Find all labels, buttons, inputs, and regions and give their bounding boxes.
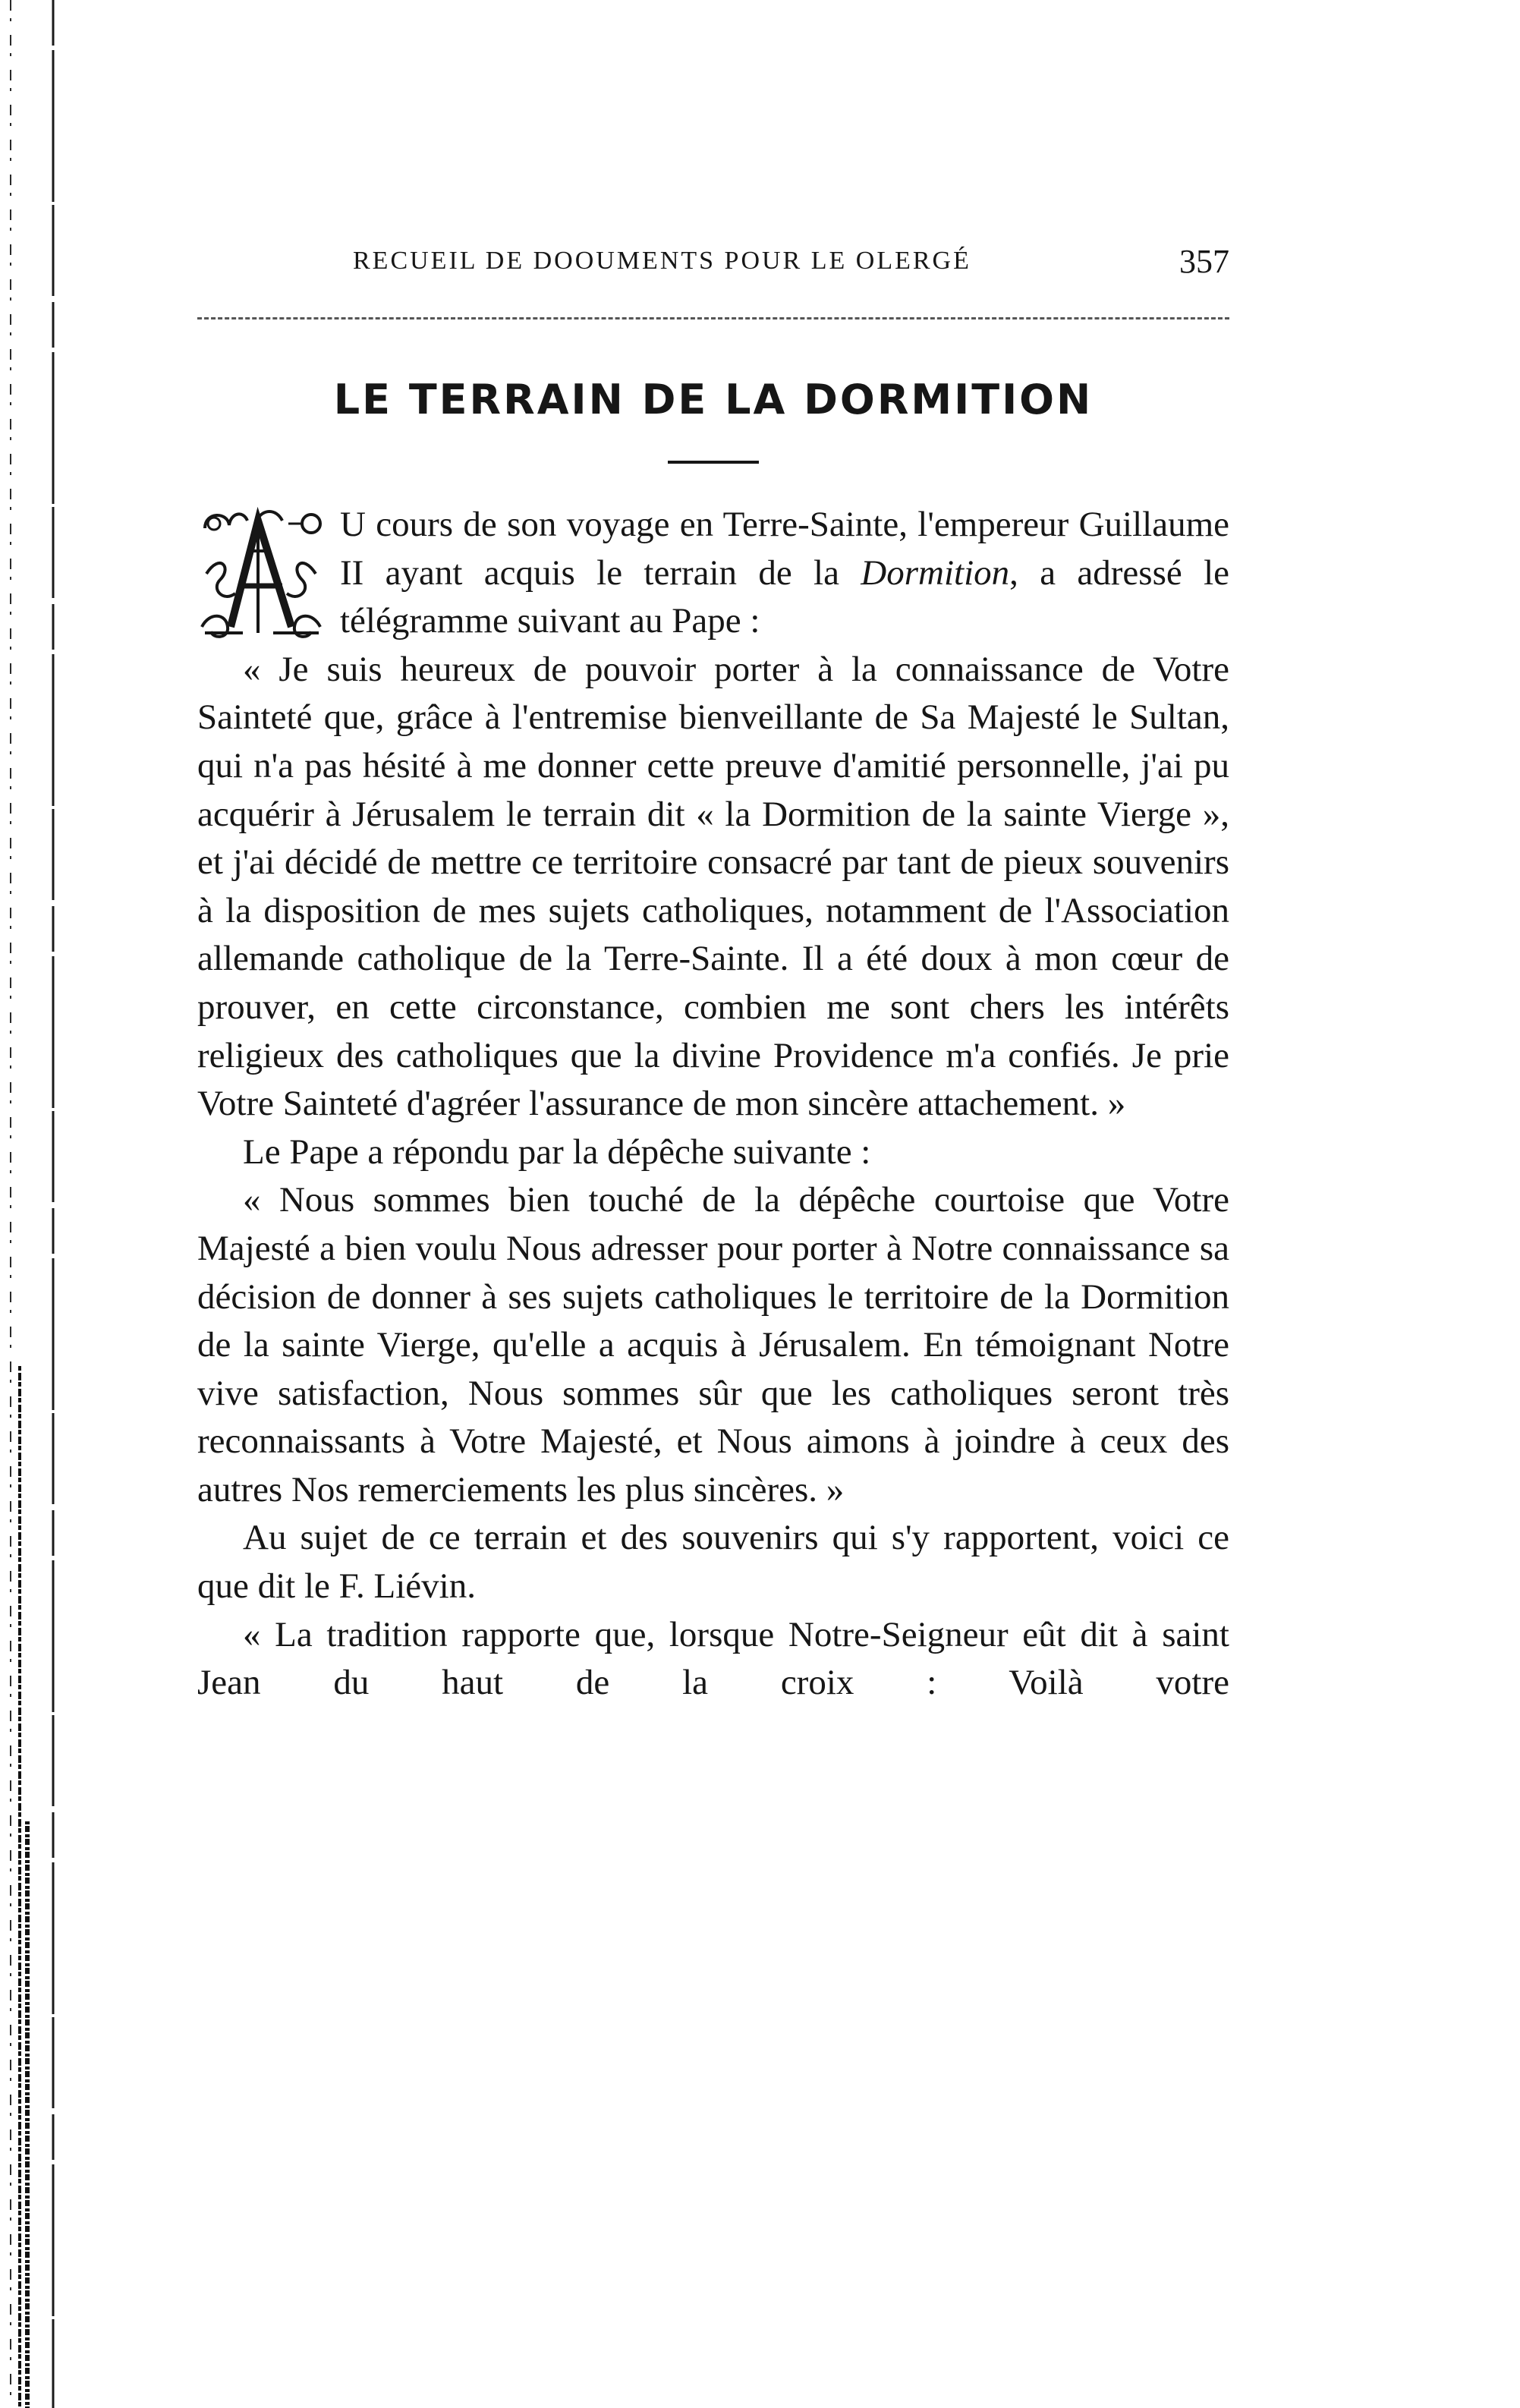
running-header: [197, 243, 1229, 292]
paragraph-6: « La tradition rapporte que, lorsque Notre-Seigneur eût dit à saint Jean du haut de la croix : Voilà votre: [197, 1614, 1229, 1703]
ornate-initial-a-icon: [197, 505, 325, 641]
paragraph-1: [197, 501, 1229, 646]
paragraph-1-text-b: , a adressé le télégramme suivant au Pape :: [340, 552, 1229, 641]
body-text: [197, 501, 1229, 1708]
running-head-text: RECUEIL DE DOOUMENTS POUR LE OLERGÉ: [353, 247, 971, 275]
chapter-title: LE TERRAIN DE LA DORMITION: [333, 376, 1094, 423]
paragraph-3: Le Pape a répondu par la dépêche suivante :: [243, 1132, 871, 1172]
title-rule: [668, 461, 759, 464]
paragraph-5: Au sujet de ce terrain et des souvenirs qui s'y rapportent, voici ce que dit le F. Liévin.: [197, 1518, 1229, 1607]
page-number: 357: [1179, 243, 1229, 280]
paragraph-2: « Je suis heureux de pouvoir porter à la connaissance de Votre Sainteté que, grâce à l'entremise bienveillante de Sa Majesté le Sultan, qui n'a pas hésité à me donner cette preuve d'amitié personnelle, j'ai pu acquérir à Jérusalem le terrain dit « la Dormition de la sainte Vierge », et j'ai décidé de mettre ce territoire consacré par tant de pieux souvenirs à la disposition de mes sujets catholiques, notamment de l'Association allemande catholique de la Terre-Sainte. Il a été doux à mon cœur de prouver, en cette circonstance, combien me sont chers les intérêts religieux des catholiques que la divine Providence m'a confiés. Je prie Votre Sainteté d'agréer l'assurance de mon sincère attachement. »: [197, 649, 1229, 1124]
paragraph-1-text-a: U cours de son voyage en Terre-Sainte, l'empereur Guillaume II ayant acquis le terrain de la: [340, 505, 1229, 593]
header-rule: [197, 317, 1229, 319]
page-binding-edge: [0, 0, 61, 2408]
paragraph-4: « Nous sommes bien touché de la dépêche courtoise que Votre Majesté a bien voulu Nous adresser pour porter à Notre connaissance sa décision de donner à ses sujets catholiques le territoire de la Dormition de la sainte Vierge, qu'elle a acquis à Jérusalem. En témoignant Notre vive satisfaction, Nous sommes sûr que les catholiques seront très reconnaissants à Votre Majesté, et Nous aimons à joindre à ceux des autres Nos remerciements les plus sincères. »: [197, 1180, 1229, 1509]
paragraph-1-italic: Dormition: [861, 552, 1010, 593]
